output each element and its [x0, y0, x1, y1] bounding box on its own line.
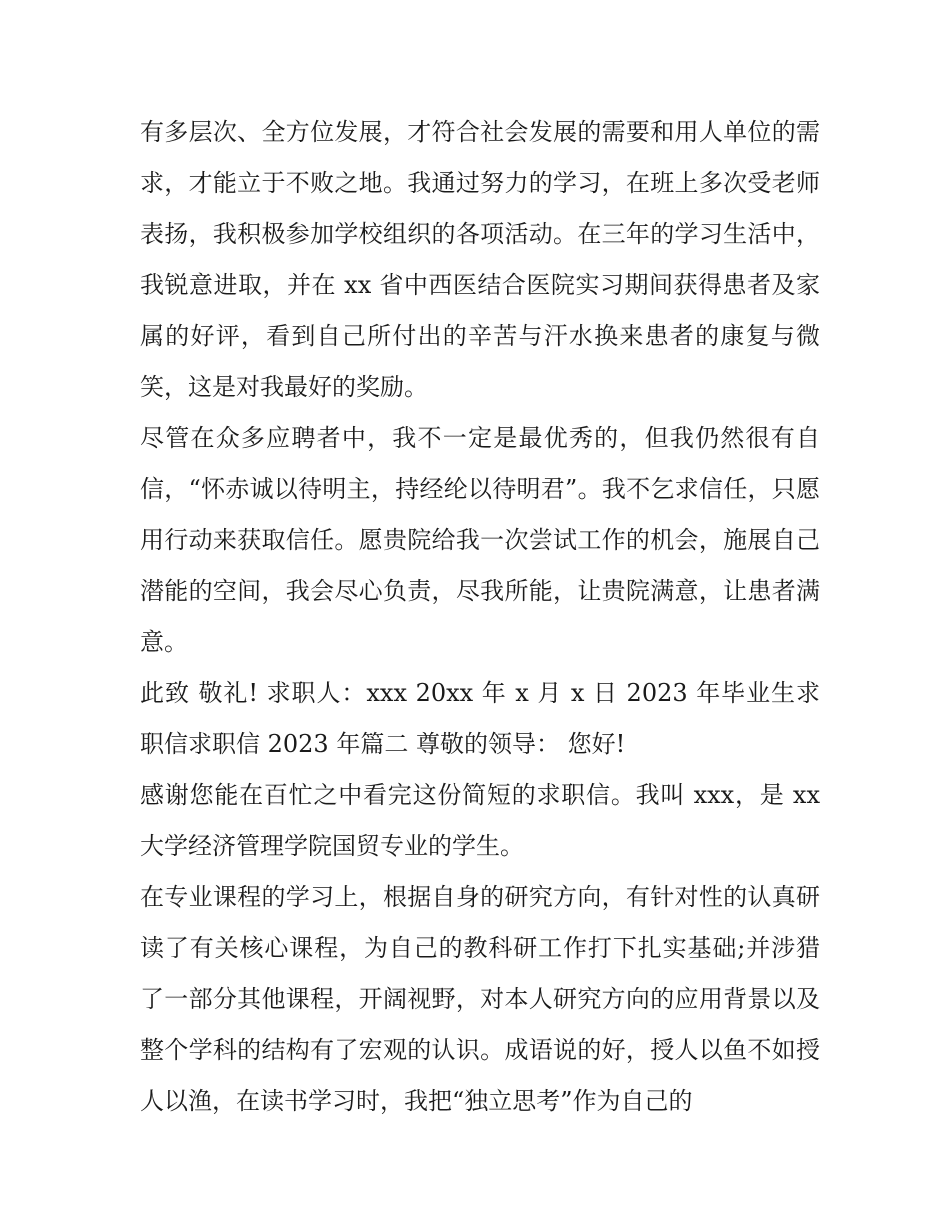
paragraph-1: 有多层次、全方位发展，才符合社会发展的需要和用人单位的需求，才能立于不败之地。我通过努力的学习，在班上多次受老师表扬，我积极参加学校组织的各项活动。在三年的学习生活中，我锐意进取，并在 xx 省中西医结合医院实习期间获得患者及家属的好评，看到自己所付出的辛苦与汗水换来患者的康复与微笑，这是对我最好的奖励。 [140, 118, 820, 401]
paragraph-4: 感谢您能在百忙之中看完这份简短的求职信。我叫 xxx，是 xx 大学经济管理学院国贸专业的学生。 [140, 781, 820, 860]
paragraph-5: 在专业课程的学习上，根据自身的研究方向，有针对性的认真研读了有关核心课程，为自己的教科研工作打下扎实基础;并涉猎了一部分其他课程，开阔视野，对本人研究方向的应用背景以及整个学科的结构有了宏观的认识。成语说的好，授人以鱼不如授人以渔，在读书学习时，我把“独立思考”作为自己的 [140, 883, 820, 1115]
document-body [140, 107, 820, 1127]
paragraph-3: 此致 敬礼! 求职人：xxx 20xx 年 x 月 x 日 2023 年毕业生求职信求职信 2023 年篇二 尊敬的领导： 您好! [140, 679, 820, 758]
paragraph-2: 尽管在众多应聘者中，我不一定是最优秀的，但我仍然很有自信，“怀赤诚以待明主，持经纶以待明君”。我不乞求信任，只愿用行动来获取信任。愿贵院给我一次尝试工作的机会，施展自己潜能的空间，我会尽心负责，尽我所能，让贵院满意，让患者满意。 [140, 424, 820, 656]
